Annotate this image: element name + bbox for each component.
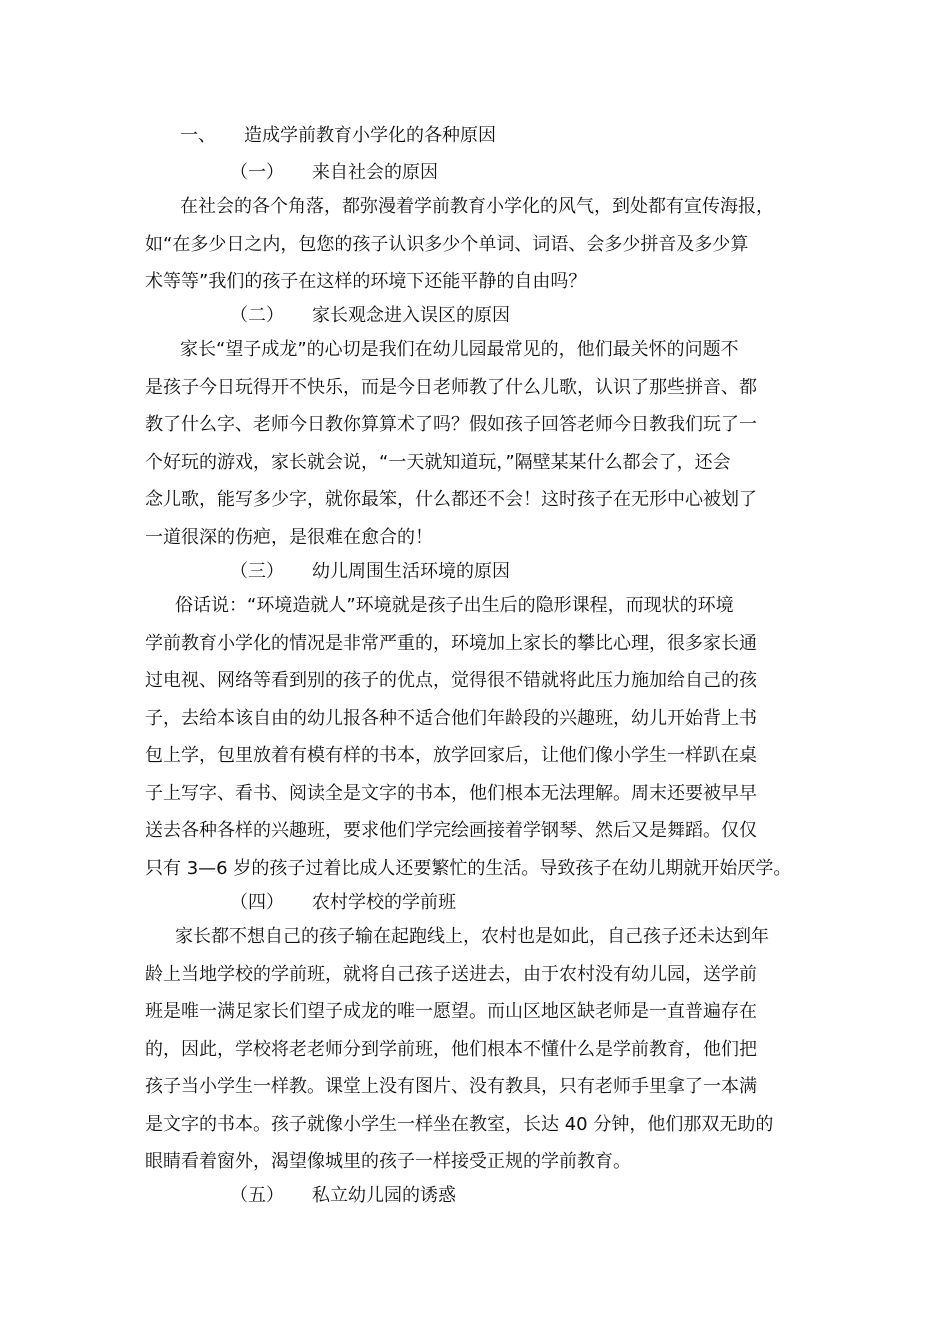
- paragraph-line: 个好玩的游戏，家长就会说，“一天就知道玩，”隔壁某某什么都会了，还会: [145, 452, 731, 473]
- paragraph-line: 班是唯一满足家长们望子成龙的唯一愿望。而山区地区缺老师是一直普遍存在: [145, 1001, 757, 1022]
- paragraph-line: 术等等”我们的孩子在这样的环境下还能平静的自由吗？: [145, 271, 587, 292]
- paragraph-line: 教了什么字、老师今日教你算算术了吗？假如孩子回答老师今日教我们玩了一: [145, 414, 757, 435]
- paragraph-line: 学前教育小学化的情况是非常严重的，环境加上家长的攀比心理，很多家长通: [145, 633, 757, 654]
- paragraph-line: 包上学，包里放着有模有样的书本，放学回家后，让他们像小学生一样趴在桌: [145, 745, 757, 766]
- subsection-title: 农村学校的学前班: [312, 892, 456, 913]
- section-title: 造成学前教育小学化的各种原因: [244, 125, 496, 146]
- subsection-title: 幼儿周围生活环境的原因: [312, 561, 510, 582]
- subsection-title: 家长观念进入误区的原因: [312, 305, 510, 326]
- section-heading: [180, 124, 496, 148]
- subsection-title: 私立幼儿园的诱惑: [312, 1185, 456, 1206]
- subsection-number: （五）: [230, 1185, 284, 1206]
- section-number: 一、: [180, 125, 216, 146]
- subsection-number: （四）: [230, 892, 284, 913]
- paragraph-line: 龄上当地学校的学前班，就将自己孩子送进去，由于农村没有幼儿园，送学前: [145, 964, 757, 985]
- paragraph-line: 只有 3—6 岁的孩子过着比成人还要繁忙的生活。导致孩子在幼儿期就开始厌学。: [145, 858, 792, 879]
- paragraph-line: 过电视、网络等看到别的孩子的优点，觉得很不错就将此压力施加给自己的孩: [145, 670, 757, 691]
- paragraph-line: 子上写字、看书、阅读全是文字的书本，他们根本无法理解。周末还要被早早: [145, 783, 757, 804]
- paragraph-line: 念儿歌，能写多少字，就你最笨，什么都还不会！这时孩子在无形中心被划了: [145, 489, 757, 510]
- subsection-number: （二）: [230, 305, 284, 326]
- paragraph-line: 家长“望子成龙”的心切是我们在幼儿园最常见的，他们最关怀的问题不: [180, 339, 739, 360]
- subsection-number: （一）: [230, 162, 284, 183]
- paragraph-line: 孩子当小学生一样教。课堂上没有图片、没有教具，只有老师手里拿了一本满: [145, 1076, 757, 1097]
- paragraph-line: 是文字的书本。孩子就像小学生一样坐在教室，长达 40 分钟，他们那双无助的: [145, 1114, 774, 1135]
- subsection-heading-1: [230, 161, 438, 185]
- subsection-heading-2: [230, 304, 510, 328]
- subsection-heading-3: [230, 560, 510, 584]
- paragraph-line: 子，去给本该自由的幼儿报各种不适合他们年龄段的兴趣班，幼儿开始背上书: [145, 708, 757, 729]
- paragraph-line: 家长都不想自己的孩子输在起跑线上，农村也是如此，自己孩子还未达到年: [175, 926, 769, 947]
- subsection-number: （三）: [230, 561, 284, 582]
- paragraph-line: 送去各种各样的兴趣班，要求他们学完绘画接着学钢琴、然后又是舞蹈。仅仅: [145, 820, 757, 841]
- subsection-title: 来自社会的原因: [312, 162, 438, 183]
- paragraph-line: 一道很深的伤疤，是很难在愈合的！: [145, 527, 433, 548]
- subsection-heading-4: [230, 891, 456, 915]
- paragraph-line: 眼睛看着窗外，渴望像城里的孩子一样接受正规的学前教育。: [145, 1151, 631, 1172]
- paragraph-line: 的，因此，学校将老老师分到学前班，他们根本不懂什么是学前教育，他们把: [145, 1039, 757, 1060]
- subsection-heading-5: [230, 1184, 456, 1208]
- paragraph-line: 如“在多少日之内，包您的孩子认识多少个单词、词语、会多少拼音及多少算: [145, 234, 749, 255]
- paragraph-line: 俗话说：“环境造就人”环境就是孩子出生后的隐形课程，而现状的环境: [175, 595, 734, 616]
- paragraph-line: 在社会的各个角落，都弥漫着学前教育小学化的风气，到处都有宣传海报，: [180, 196, 774, 217]
- paragraph-line: 是孩子今日玩得开不快乐，而是今日老师教了什么儿歌，认识了那些拼音、都: [145, 377, 757, 398]
